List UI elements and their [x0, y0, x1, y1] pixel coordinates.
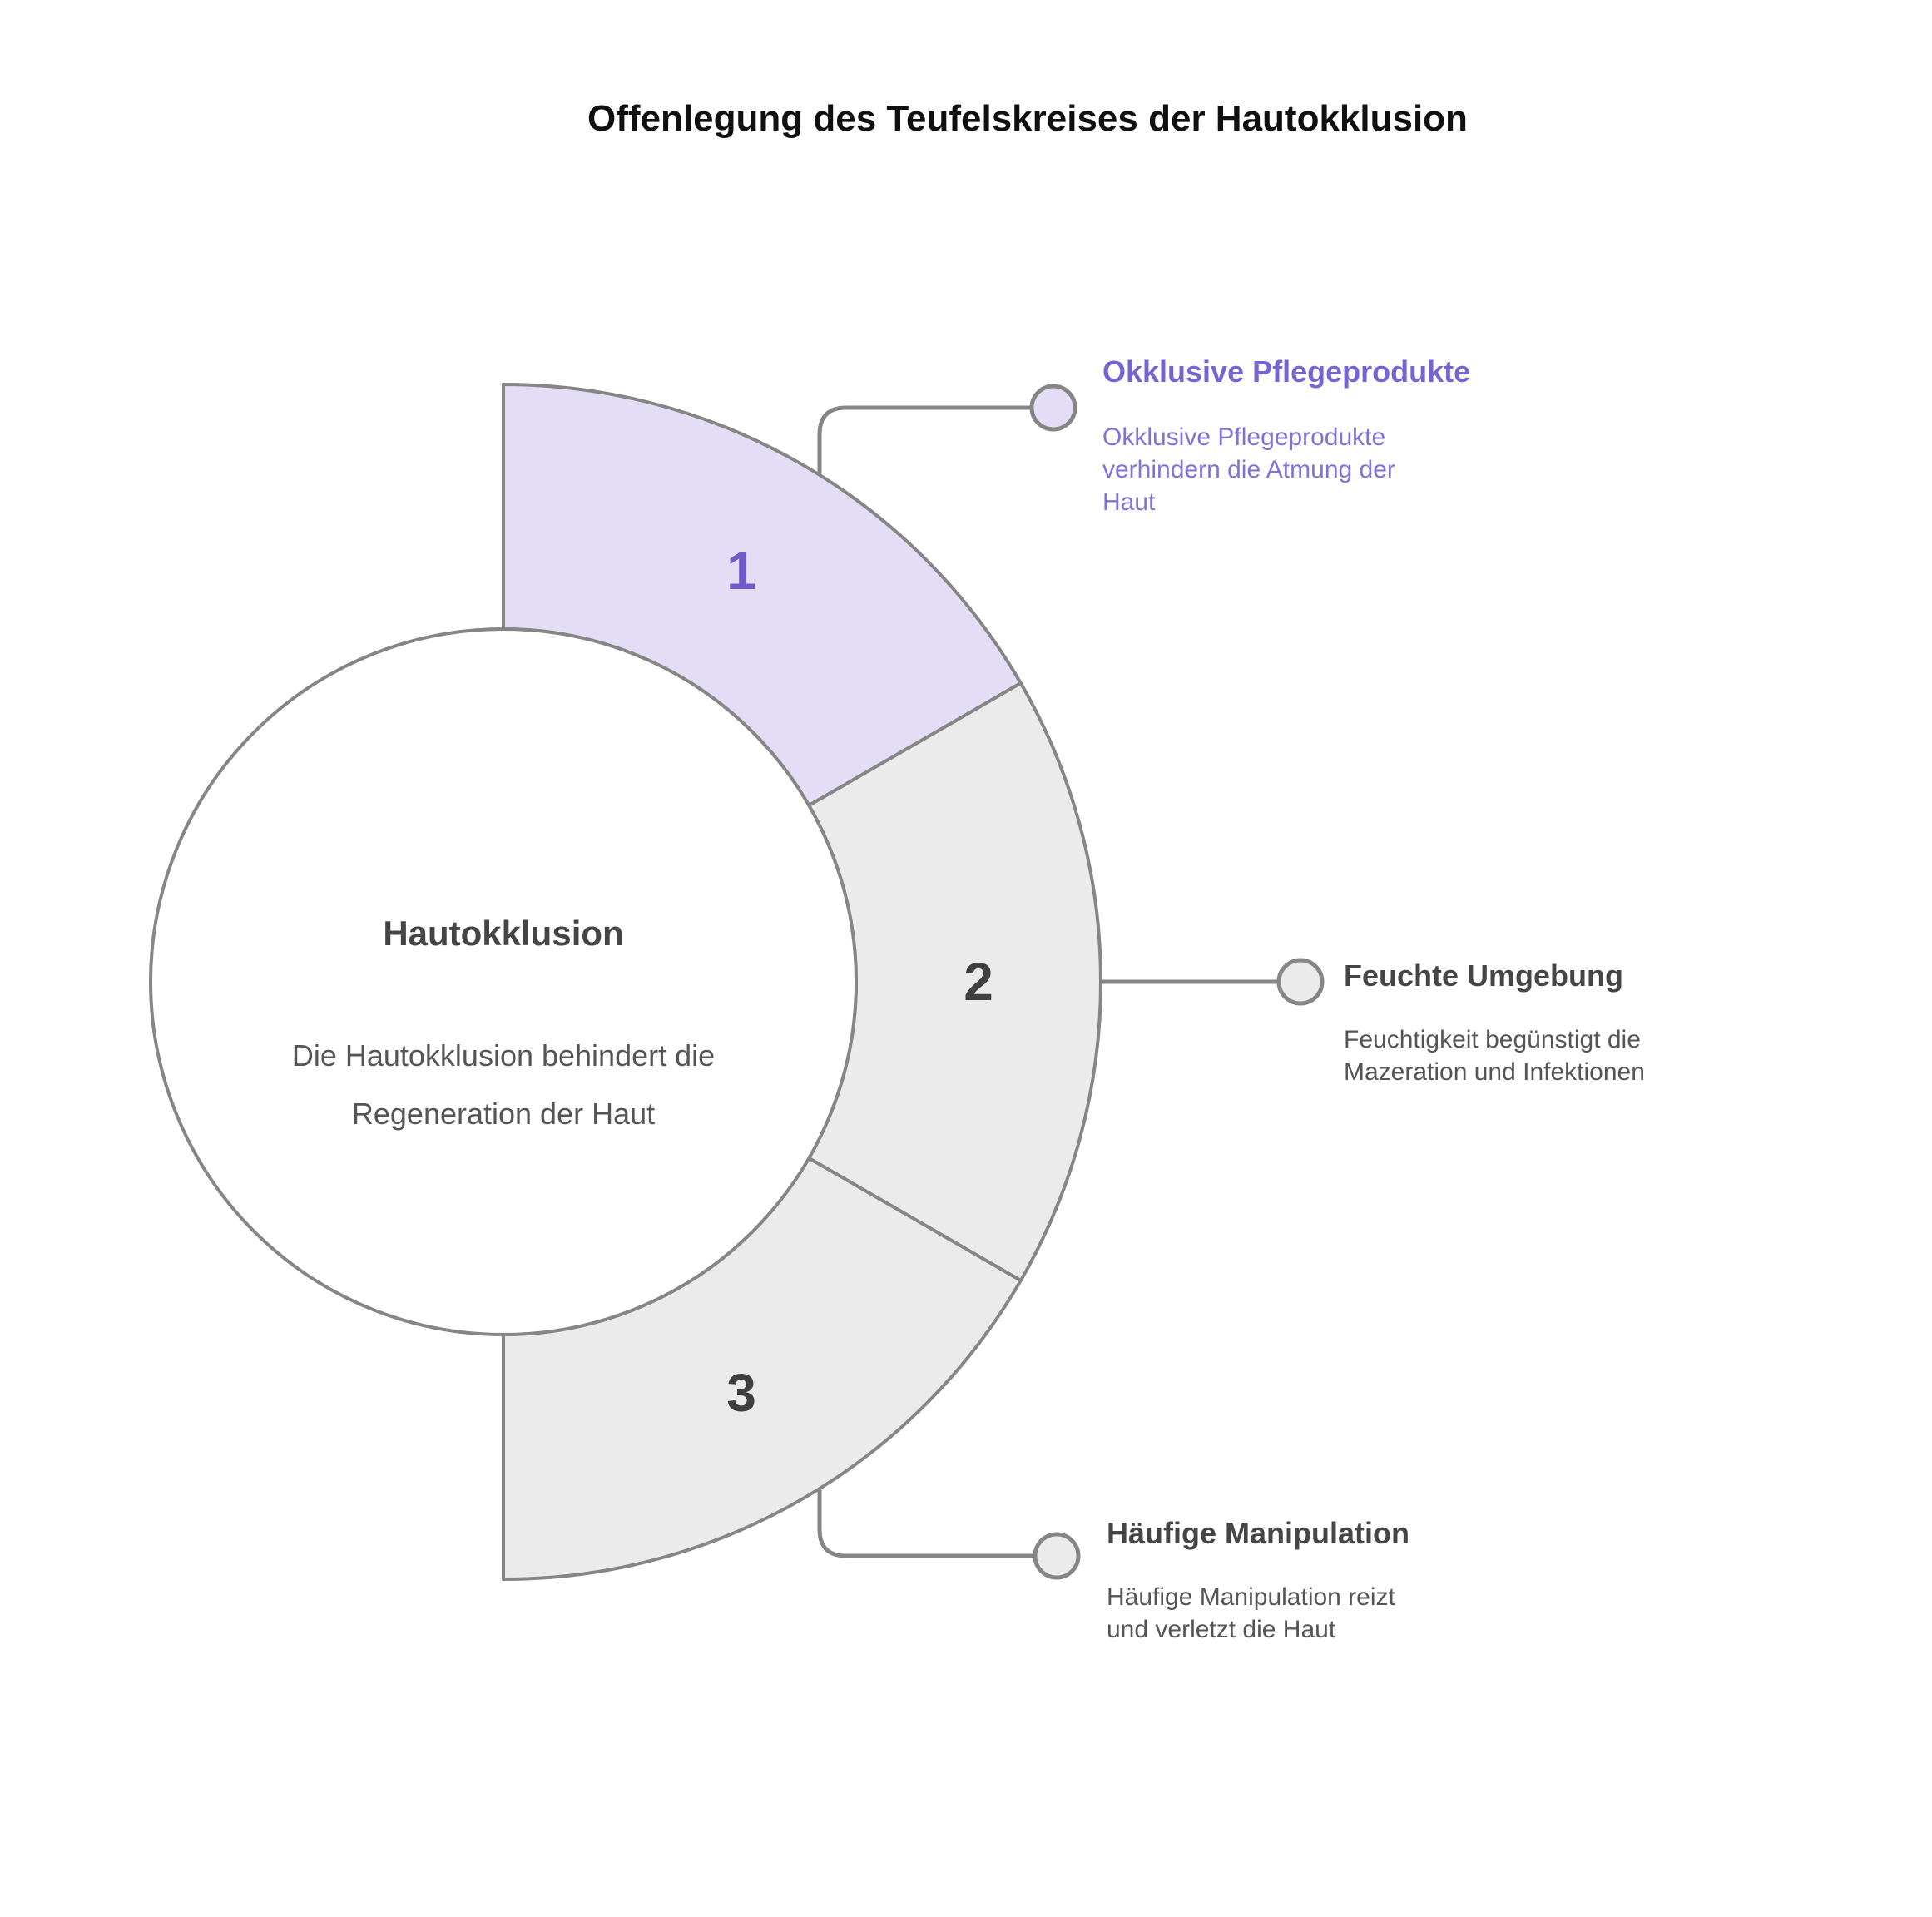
label-group-3	[1107, 1516, 1506, 1646]
segment-3-number: 3	[726, 1363, 756, 1423]
center-text-block	[212, 914, 795, 1143]
center-heading: Hautokklusion	[383, 914, 624, 953]
node-1-circle	[1032, 386, 1075, 429]
node-2-circle	[1279, 960, 1322, 1003]
segment-2-number: 2	[964, 952, 993, 1012]
center-description: Die Hautokklusion behindert die Regeneration der Haut	[291, 1038, 716, 1131]
label-group-2	[1344, 958, 1743, 1088]
page-title: Offenlegung des Teufelskreises der Hautokklusion	[587, 98, 1468, 139]
segment-3-label: Häufige Manipulation	[1107, 1516, 1409, 1550]
segment-1-number: 1	[726, 541, 756, 601]
segment-2-label: Feuchte Umgebung	[1344, 958, 1624, 993]
connector-1-line	[820, 408, 1032, 475]
segment-1-description: Okklusive Pflegeprodukte verhindern die Atmung der Haut	[1102, 424, 1395, 516]
segment-3-description: Häufige Manipulation reizt und verletzt die Haut	[1107, 1583, 1395, 1643]
node-3-circle	[1035, 1534, 1078, 1578]
label-group-1	[1102, 354, 1502, 518]
segment-1-label: Okklusive Pflegeprodukte	[1102, 354, 1471, 389]
connector-3-line	[820, 1489, 1035, 1556]
segment-2-description: Feuchtigkeit begünstigt die Mazeration und Infektionen	[1344, 1026, 1645, 1086]
